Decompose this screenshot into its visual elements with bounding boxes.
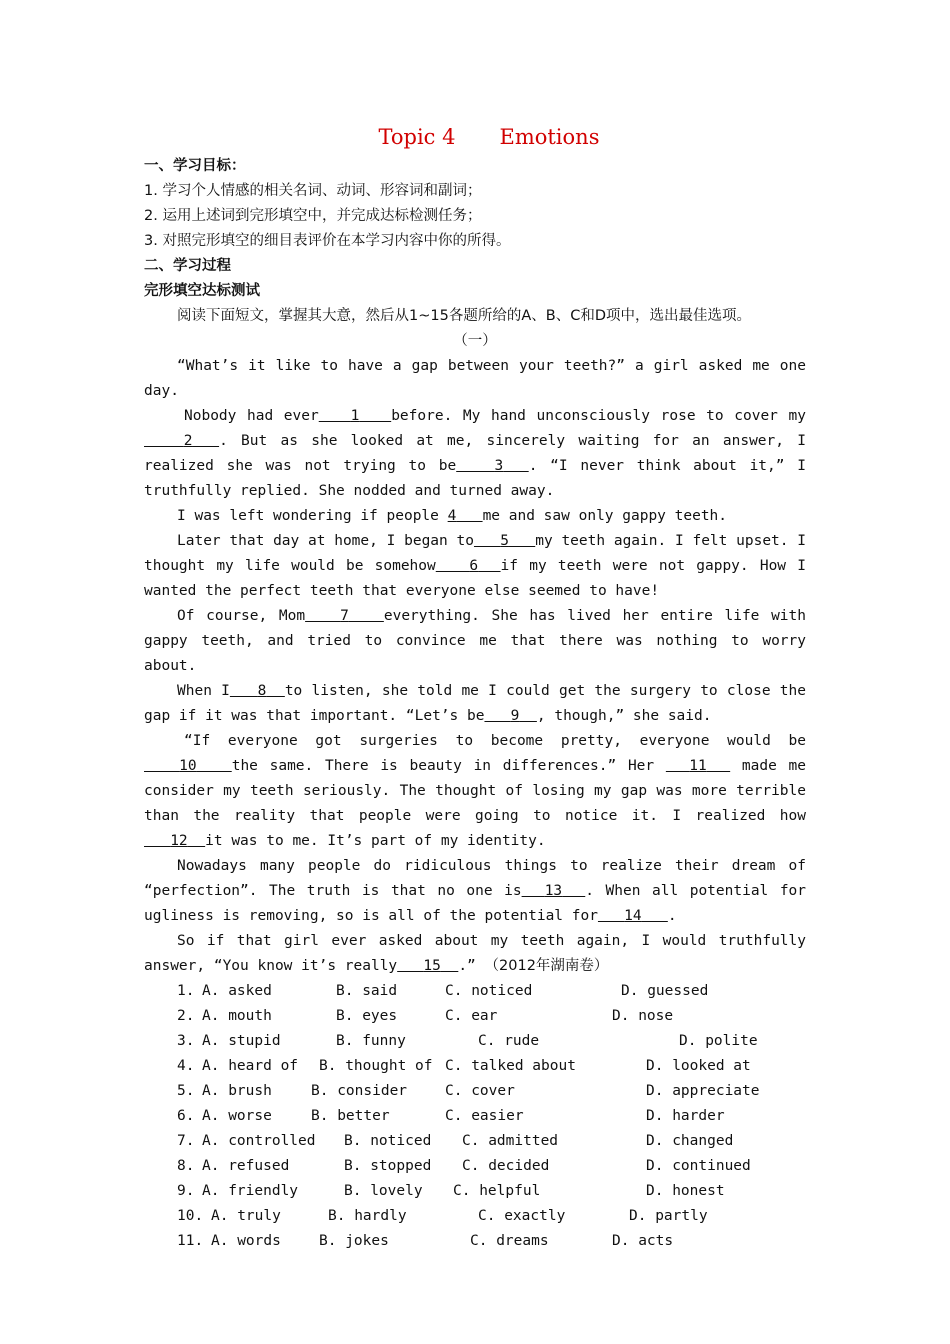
blank-7: 7 xyxy=(340,608,349,624)
blank-1: 1 xyxy=(350,408,360,424)
question-row: 9. A. friendly B. lovely C. helpful D. honest xyxy=(177,1183,725,1199)
blank-6: 6 xyxy=(469,558,479,574)
title-topic: Topic 4 xyxy=(378,125,456,149)
page-title xyxy=(172,120,806,154)
blank-15: 15 xyxy=(423,958,441,974)
question-row: 6. A. worse B. better C. easier D. harder xyxy=(177,1108,725,1124)
passage-paragraph: Of course, Mom 7 everything. She has lived her entire life with gappy teeth, and tried to convince me that there was nothing to worry about. xyxy=(144,608,806,674)
source-note: （2012年湖南卷） xyxy=(484,958,609,974)
passage-paragraph: Nowadays many people do ridiculous things to realize their dream of “perfection”. The truth is that no one is 13 . When all potential for ugliness is removing, so is all of the potential for 14 . xyxy=(144,858,807,924)
question-row: 11. A. words B. jokes C. dreams D. acts xyxy=(177,1233,674,1249)
blank-5: 5 xyxy=(500,533,509,549)
passage-paragraph: Nobody had ever 1 before. My hand unconsciously rose to cover my 2 . But as she looked at me, sincerely waiting for an answer, I realized she was not trying to be 3 . “I never think about it,” I truthfully replied. She nodded and turned away. xyxy=(144,408,806,499)
blank-4: 4 xyxy=(447,508,457,524)
blank-3: 3 xyxy=(494,458,504,474)
blank-12: 12 xyxy=(170,833,188,849)
blank-9: 9 xyxy=(510,708,520,724)
test-heading: 完形填空达标测试 xyxy=(144,283,260,299)
passage-paragraph: Later that day at home, I began to 5 my teeth again. I felt upset. I thought my life would be somehow 6 if my teeth were not gappy. How I wanted the perfect teeth that everyone else seemed to have! xyxy=(144,533,806,599)
question-row: 5. A. brush B. consider C. cover D. appreciate xyxy=(177,1083,760,1099)
goal-item: 3. 对照完形填空的细目表评价在本学习内容中你的所得。 xyxy=(144,233,511,249)
passage-paragraph: “What’s it like to have a gap between your teeth?” a girl asked me one day. xyxy=(144,358,806,399)
question-row: 1. A. asked B. said C. noticed D. guessed xyxy=(177,983,709,999)
passage-paragraph: I was left wondering if people 4 me and saw only gappy teeth. xyxy=(177,508,728,524)
passage-paragraph: So if that girl ever asked about my teeth again, I would truthfully answer, “You know it’s really 15 .” （2012年湖南卷） xyxy=(144,933,806,974)
section-label: （一） xyxy=(453,333,497,349)
title-name: Emotions xyxy=(499,125,600,149)
goal-item: 1. 学习个人情感的相关名词、动词、形容词和副词； xyxy=(144,183,482,199)
question-row: 3. A. stupid B. funny C. rude D. polite xyxy=(177,1033,758,1049)
blank-2: 2 xyxy=(183,433,193,449)
question-row: 7. A. controlled B. noticed C. admitted D. changed xyxy=(177,1133,734,1149)
question-list xyxy=(144,979,806,1254)
blank-11: 11 xyxy=(689,758,707,774)
blank-13: 13 xyxy=(544,883,563,899)
instruction: 阅读下面短文，掌握其大意，然后从1~15各题所给的A、B、C和D项中，选出最佳选项。 xyxy=(177,308,751,324)
question-row: 10. A. truly B. hardly C. exactly D. partly xyxy=(177,1208,708,1224)
question-row: 4. A. heard of B. thought of C. talked about D. looked at xyxy=(177,1058,751,1074)
process-heading: 二、学习过程 xyxy=(144,258,231,274)
passage-paragraph: When I 8 to listen, she told me I could get the surgery to close the gap if it was that important. “Let’s be 9 , though,” she said. xyxy=(144,683,806,724)
question-row: 2. A. mouth B. eyes C. ear D. nose xyxy=(177,1008,674,1024)
question-row: 8. A. refused B. stopped C. decided D. continued xyxy=(177,1158,751,1174)
goal-item: 2. 运用上述词到完形填空中，并完成达标检测任务； xyxy=(144,208,482,224)
blank-8: 8 xyxy=(257,683,267,699)
blank-10: 10 xyxy=(179,758,197,774)
blank-14: 14 xyxy=(624,908,642,924)
passage-paragraph: “If everyone got surgeries to become pretty, everyone would be 10 the same. There is beauty in differences.” Her 11 made me consider my teeth seriously. The thought of losing my gap was more terrible than the reality that people were going to notice it. I realized how 12 it was to me. It’s part of my identity. xyxy=(144,733,806,849)
worksheet-page xyxy=(144,120,806,1254)
goals-heading: 一、学习目标： xyxy=(144,158,246,174)
